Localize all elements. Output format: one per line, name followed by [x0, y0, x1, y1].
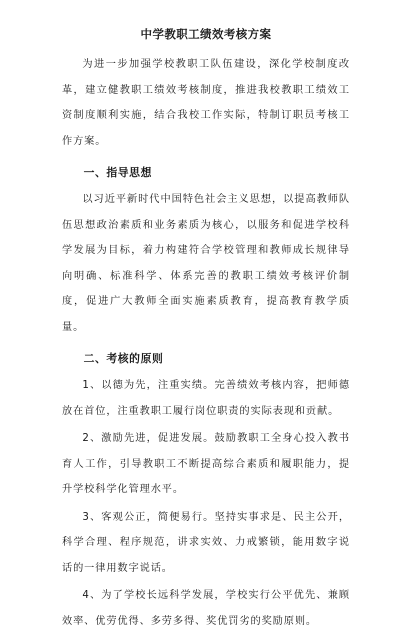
principle-2-paragraph: 2、激励先进，促进发展。鼓励教职工全身心投入教书育人工作，引导教职工不断提高综合素质和履职能力，提升学校科学化管理水平。 [62, 433, 350, 495]
guiding-ideology-paragraph: 以习近平新时代中国特色社会主义思想，以提高教师队伍思想政治素质和业务素质为核心，以服务和促进学校科学发展为目标，着力构建符合学校管理和教师成长规律导向明确、标准科学、体系完善的教职工绩效考核评价制度，促进广大教师全面实施素质教育，提高教育教学质量。 [62, 194, 350, 333]
section-heading-assessment-principles: 二、考核的原则 [83, 352, 164, 365]
principle-4-paragraph: 4、为了学校长远科学发展，学校实行公平优先、兼顾效率、优劳优得、多劳多得、奖优罚劣的奖励原则。 [62, 590, 350, 627]
document-title: 中学教职工绩效考核方案 [140, 27, 272, 41]
intro-paragraph: 为进一步加强学校教职工队伍建设，深化学校制度改革，建立健教职工绩效考核制度，推进我校教职工绩效工资制度顺利实施，结合我校工作实际，特制订职员考核工作方案。 [62, 59, 350, 147]
principle-1-paragraph: 1、以德为先，注重实绩。完善绩效考核内容，把师德放在首位，注重教职工履行岗位职责的实际表现和贡献。 [62, 380, 350, 417]
principle-3-paragraph: 3、客观公正，简便易行。坚持实事求是、民主公开，科学合理、程序规范，讲求实效、力戒繁锁，能用数字说话的一律用数字说话。 [62, 511, 350, 574]
section-heading-guiding-ideology: 一、指导思想 [83, 166, 152, 179]
